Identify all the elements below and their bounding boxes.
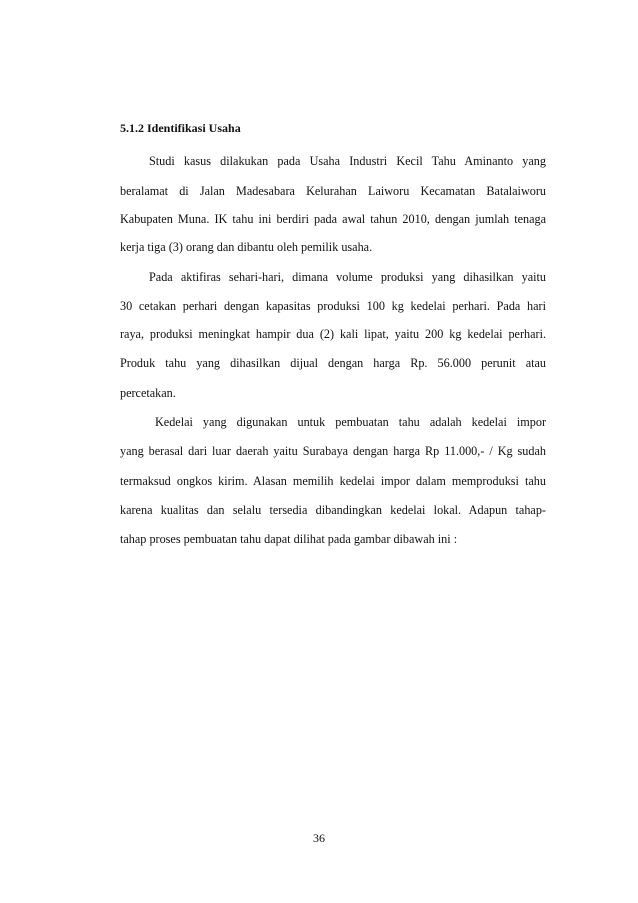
paragraph-line: raya, produksi meningkat hampir dua (2) kali lipat, yaitu 200 kg kedelai perhari. — [120, 327, 546, 341]
section-heading: 5.1.2 Identifikasi Usaha — [120, 121, 241, 135]
paragraph-line: Kedelai yang digunakan untuk pembuatan tahu adalah kedelai impor — [155, 415, 546, 429]
paragraph-line: 30 cetakan perhari dengan kapasitas produksi 100 kg kedelai perhari. Pada hari — [120, 299, 546, 313]
paragraph-line: yang berasal dari luar daerah yaitu Surabaya dengan harga Rp 11.000,- / Kg sudah — [120, 444, 546, 458]
paragraph-line: tahap proses pembuatan tahu dapat dilihat pada gambar dibawah ini : — [120, 532, 458, 546]
paragraph-line: Pada aktifiras sehari-hari, dimana volume produksi yang dihasilkan yaitu — [149, 270, 546, 284]
paragraph-line: Kabupaten Muna. IK tahu ini berdiri pada awal tahun 2010, dengan jumlah tenaga — [120, 212, 546, 226]
paragraph-line: kerja tiga (3) orang dan dibantu oleh pemilik usaha. — [120, 240, 373, 254]
paragraph-line: termaksud ongkos kirim. Alasan memilih kedelai impor dalam memproduksi tahu — [120, 474, 546, 488]
paragraph-line: percetakan. — [120, 386, 176, 400]
paragraph-line: karena kualitas dan selalu tersedia dibandingkan kedelai lokal. Adapun tahap- — [120, 503, 546, 517]
page-number: 36 — [313, 831, 325, 845]
paragraph-line: beralamat di Jalan Madesabara Kelurahan Laiworu Kecamatan Batalaiworu — [120, 184, 546, 198]
paragraph-line: Studi kasus dilakukan pada Usaha Industri Kecil Tahu Aminanto yang — [149, 154, 546, 168]
paragraph-line: Produk tahu yang dihasilkan dijual dengan harga Rp. 56.000 perunit atau — [120, 356, 546, 370]
